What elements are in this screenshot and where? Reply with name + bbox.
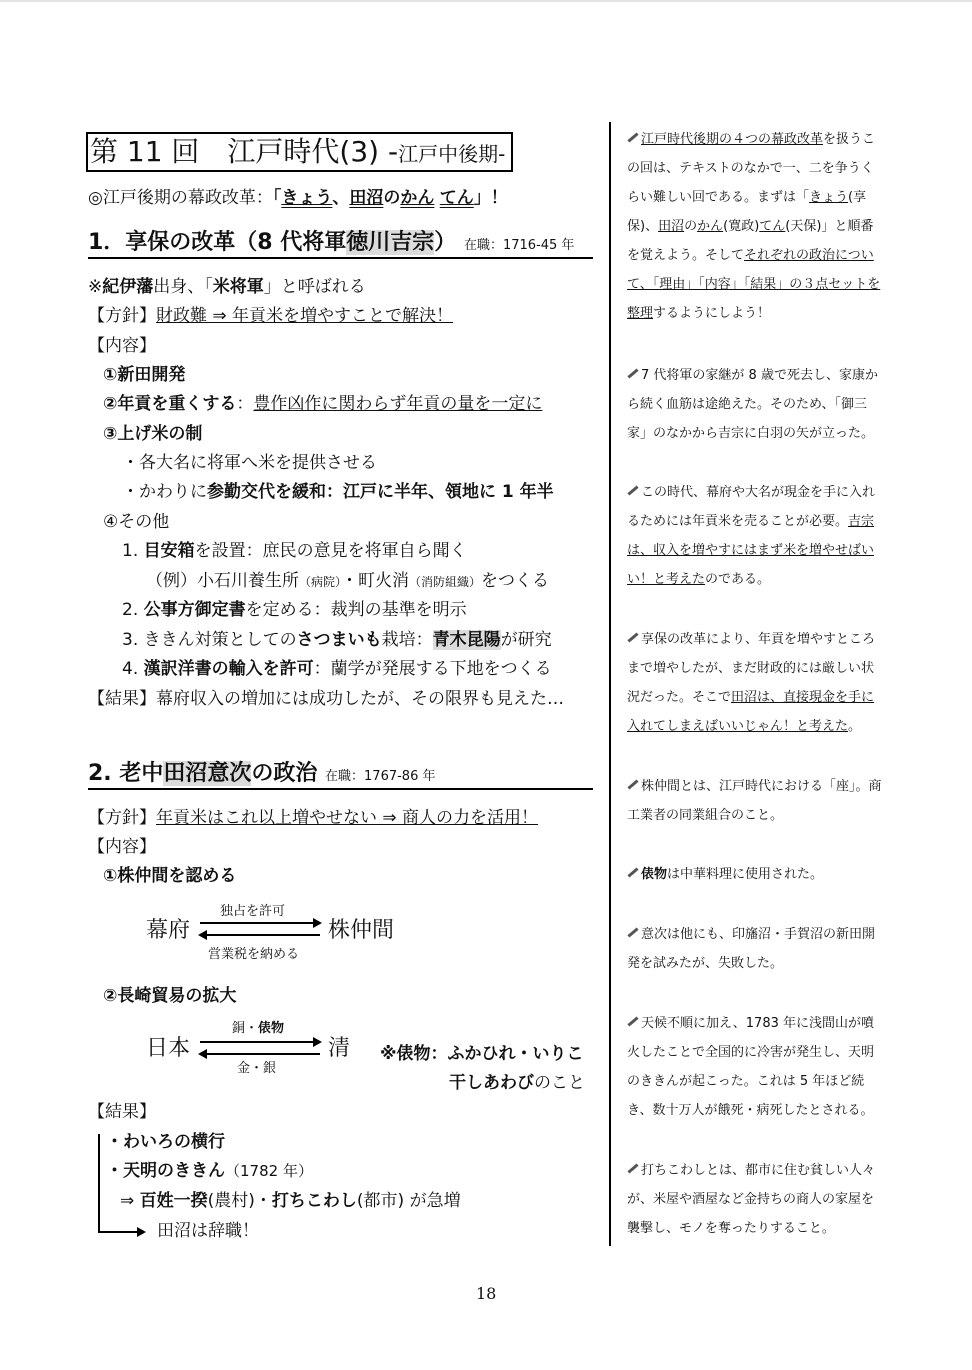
n6-0: 俵物	[641, 867, 668, 882]
section1-rule	[88, 257, 593, 259]
note-abalone: 干しあわび	[449, 1073, 534, 1093]
note-term: ※俵物	[380, 1044, 431, 1064]
n7-1: 発を試みたが、失敗した。	[627, 956, 784, 971]
n7-0: 意次は他にも、印旛沼・手賀沼の新田開	[641, 927, 876, 942]
s2-result3-arrow: ⇒	[120, 1191, 140, 1211]
s1-origin-text: 出身、「	[153, 277, 213, 297]
s2-item2: ②長崎貿易の拡大	[103, 986, 237, 1006]
s1-policy-line	[88, 305, 453, 327]
n3-3: は、収入を増やすにはまず米を増やせばい	[627, 543, 875, 558]
s1-other3-e: が研究	[500, 630, 552, 650]
note-end: のこと	[534, 1073, 585, 1093]
n3-5: のである。	[705, 572, 771, 587]
s1-other2-desc: を定める：裁判の基準を明示	[245, 600, 467, 620]
column-divider	[609, 122, 611, 1246]
s2-result3-c: (農村)・	[207, 1191, 272, 1211]
n1-12: (天保)」と順番	[785, 219, 874, 234]
intro-sep: 、	[332, 188, 350, 208]
result-bracket-vertical	[98, 1134, 100, 1232]
s1-item1: ①新田開発	[103, 365, 186, 385]
section1-heading-text: 1．享保の改革（8 代将軍	[88, 230, 347, 255]
n1-13: を覚えよう。そして	[627, 248, 745, 263]
s1-item3-sub2-a: ・かわりに	[122, 482, 207, 502]
n8-0: 天候不順に加え、1783 年に浅間山が噴	[641, 1016, 874, 1031]
n4-1: まで増やしたが、まだ財政的には厳しい状	[627, 661, 875, 676]
s1-other1-term: 目安箱	[143, 541, 195, 561]
s1-ex-d: （消防組織）	[409, 575, 482, 589]
side-note-3	[627, 478, 889, 594]
diagram1-arrow-right	[200, 922, 320, 924]
s1-ex-b: （病院）	[299, 575, 342, 589]
intro-tanuma: 田沼	[349, 188, 384, 208]
n3-0: この時代、幕府や大名が現金を手に入れ	[641, 485, 876, 500]
diagram2-bottom-label: 金・銀	[237, 1061, 277, 1076]
s1-other3-sweetpotato: さつまいも	[296, 630, 382, 650]
s1-item2-desc: 豊作凶作に関わらず年貢の量を一定に	[253, 394, 543, 414]
n4-2: 況だった。そこで	[627, 690, 732, 705]
s2-result2-title: ・天明のききん	[106, 1161, 225, 1181]
section2-heading-end: の政治	[251, 761, 318, 786]
n8-3: き、数十万人が餓死・病死したとされる。	[627, 1103, 874, 1118]
s1-item2-colon: ：	[236, 394, 254, 414]
s2-policy-text: 年貢米はこれ以上増やせない ⇒ 商人の力を活用！	[156, 808, 539, 828]
side-note-2	[627, 361, 889, 448]
s1-other3-aoki: 青木昆陽	[432, 630, 501, 650]
n4-5: 。	[848, 719, 862, 734]
s2-content-label: 【内容】	[88, 837, 156, 857]
diagram2-top-a: 銅・	[232, 1021, 259, 1036]
side-note-6	[627, 860, 889, 889]
side-note-9	[627, 1156, 889, 1243]
side-note-4	[627, 625, 889, 741]
side-note-8	[627, 1009, 889, 1125]
n4-3: 田沼は、直接現金を手に	[731, 690, 875, 705]
diagram2-left: 日本	[146, 1036, 191, 1061]
n8-2: のききんが起こった。これは 5 年ほど続	[627, 1074, 865, 1089]
s1-other2	[122, 599, 467, 621]
top-border	[0, 0, 972, 2]
pencil-icon	[627, 485, 638, 495]
s1-item2-title: ②年貢を重くする	[103, 394, 237, 414]
n5-1: 工業者の同業組合のこと。	[627, 808, 784, 823]
section1-heading-name: 徳川吉宗	[346, 230, 435, 255]
n1-5: (享	[848, 190, 867, 205]
n4-4: 入れてしまえばいいじゃん！と考えた	[627, 719, 849, 734]
n3-1: るためには年貢米を売ることが必要。	[627, 514, 849, 529]
page-title	[86, 132, 513, 172]
s1-other3-c: 栽培：	[381, 630, 433, 650]
s2-result3	[120, 1190, 461, 1212]
n1-6: 保)、	[627, 219, 659, 234]
tawaramono-note	[380, 1043, 584, 1065]
s2-result3-uchikowashi: 打ちこわし	[271, 1191, 357, 1211]
s1-policy-label: 【方針】	[88, 306, 156, 326]
pencil-icon	[627, 779, 638, 789]
pencil-icon	[627, 1163, 638, 1173]
diagram2-right: 清	[328, 1036, 351, 1061]
n1-3: らい難しい回である。まずは「	[627, 190, 810, 205]
diagram2-arrow-left	[200, 1053, 320, 1055]
intro-quote-close: 」！	[473, 188, 508, 208]
s1-other3	[122, 629, 552, 651]
title-main: 第 11 回 江戸時代(3) -	[90, 135, 399, 168]
n8-1: 火したことで全国的に冷害が発生し、天明	[627, 1045, 875, 1060]
n1-4: きょう	[809, 190, 849, 205]
s1-item3-sub1: ・各大名に将軍へ米を提供させる	[122, 453, 377, 473]
s1-other4-desc: ：蘭学が発展する下地をつくる	[313, 659, 552, 679]
n9-1: が、米屋や酒屋など金持ちの商人の家屋を	[627, 1192, 875, 1207]
section2-heading-name: 田沼意次	[163, 761, 252, 786]
tawaramono-note-2	[449, 1072, 585, 1094]
intro-ten: てん	[439, 188, 474, 208]
s1-other4-term: 漢訳洋書の輸入を許可	[143, 659, 314, 679]
n3-2: 吉宗	[848, 514, 875, 529]
n3-4: い！と考えた	[627, 572, 706, 587]
s1-item2	[103, 393, 542, 415]
side-note-5	[627, 772, 889, 830]
n2-0: 7 代将軍の家継が 8 歳で死去し、家康か	[641, 368, 878, 383]
s1-other1-desc: を設置：庶民の意見を将軍自ら聞く	[194, 541, 467, 561]
n6-1: は中華料理に使用された。	[667, 867, 824, 882]
diagram1-right: 株仲間	[328, 918, 395, 943]
intro-kan: かん	[400, 188, 435, 208]
section1-term: 在職：1716-45 年	[463, 238, 575, 253]
s1-policy-text: 財政難 ⇒ 年貢米を増やすことで解決！	[156, 306, 454, 326]
side-note-1	[627, 125, 889, 328]
s1-ex-c: ・町火消	[341, 571, 410, 591]
s1-other1-num: 1.	[122, 541, 144, 561]
s1-content-label: 【内容】	[88, 336, 156, 356]
n1-17: するようにしよう！	[653, 306, 771, 321]
s2-item1: ①株仲間を認める	[103, 866, 237, 886]
s2-result3-e: (都市) が急増	[356, 1191, 461, 1211]
n1-9: かん	[697, 219, 724, 234]
s2-policy-line	[88, 807, 538, 829]
note-items: ：ふかひれ・いりこ	[430, 1044, 584, 1064]
n4-0: 享保の改革により、年貢を増やすところ	[641, 632, 876, 647]
s1-other2-term: 公事方御定書	[143, 600, 246, 620]
s1-other2-num: 2.	[122, 600, 144, 620]
s2-result2	[106, 1160, 313, 1182]
s1-ex-e: をつくる	[481, 571, 550, 591]
s2-result1: ・わいろの横行	[106, 1132, 225, 1152]
diagram2-top-label	[232, 1018, 284, 1040]
section2-term: 在職：1767-86 年	[325, 769, 436, 784]
s1-origin-text-end: 」と呼ばれる	[263, 277, 366, 297]
diagram1-bottom-label: 営業税を納める	[208, 947, 300, 962]
n9-2: 襲撃し、モノを奪ったりすること。	[627, 1221, 835, 1236]
n1-14: それぞれの政治につい	[744, 248, 874, 263]
s1-other1	[122, 540, 467, 562]
section2-heading-text: 2. 老中	[88, 761, 164, 786]
diagram2-top-b: 俵物	[258, 1021, 285, 1036]
diagram1-top-label: 独占を許可	[220, 904, 286, 919]
s1-other1-example	[146, 570, 549, 593]
n1-1: を扱うこ	[823, 132, 876, 147]
s1-other3-a: 3. ききん対策としての	[122, 630, 297, 650]
n1-8: の	[684, 219, 698, 234]
intro-line	[88, 187, 508, 209]
diagram2-arrow-right	[200, 1041, 320, 1043]
n1-16: 整理	[627, 306, 654, 321]
s1-ex-a: （例）小石川養生所	[146, 571, 299, 591]
n1-11: てん	[759, 219, 786, 234]
section1-heading-close: ）	[434, 230, 457, 255]
s2-result3-ikki: 百姓一揆	[139, 1191, 208, 1211]
diagram1-left: 幕府	[146, 918, 191, 943]
s2-result-label: 【結果】	[88, 1102, 156, 1122]
result-bracket-arrow	[98, 1231, 140, 1233]
s1-item3-sub2-b: 参勤交代を緩和：江戸に半年、領地に 1 年半	[207, 482, 554, 502]
section2-rule	[88, 788, 593, 790]
pencil-icon	[627, 132, 638, 142]
s1-item4: ④その他	[103, 512, 170, 532]
s1-origin-kii: 紀伊藩	[102, 277, 154, 297]
intro-prefix: ◎江戸後期の幕政改革：	[88, 188, 273, 208]
n1-15: て、「理由」「内容」「結果」の３点セットを	[627, 277, 881, 292]
s1-origin-nickname: 米将軍	[212, 277, 264, 297]
intro-no: の	[383, 188, 401, 208]
intro-quote-open: 「	[272, 188, 282, 208]
intro-kyou: きょう	[281, 188, 333, 208]
s1-other4	[122, 658, 552, 680]
n1-10: (寛政)	[723, 219, 760, 234]
n2-2: 家」のなかから吉宗に白羽の矢が立った。	[627, 426, 875, 441]
diagram1-arrow-left	[200, 934, 320, 936]
n2-1: ら続く血筋は途絶えた。そのため、「御三	[627, 397, 867, 412]
s1-origin-mark: ※	[88, 277, 103, 297]
s1-other4-num: 4.	[122, 659, 144, 679]
n1-2: の回は、テキストのなかで一、二を争うく	[627, 161, 874, 176]
title-sub: 江戸中後期-	[398, 142, 506, 166]
s2-result2-year: （1782 年）	[225, 1162, 313, 1180]
s2-result4: 田沼は辞職！	[157, 1221, 259, 1241]
pencil-icon	[627, 368, 638, 378]
pencil-icon	[627, 927, 638, 937]
pencil-icon	[627, 1016, 638, 1026]
side-note-7	[627, 920, 889, 978]
pencil-icon	[627, 867, 638, 877]
page-number: 18	[476, 1284, 497, 1303]
s1-item3-sub2	[122, 481, 554, 503]
n1-7: 田沼	[658, 219, 685, 234]
n1-0: 江戸時代後期の４つの幕政改革	[641, 132, 824, 147]
pencil-icon	[627, 632, 638, 642]
s1-origin-line	[88, 276, 366, 298]
n9-0: 打ちこわしとは、都市に住む貧しい人々	[641, 1163, 876, 1178]
n5-0: 株仲間とは、江戸時代における「座」。商	[641, 779, 882, 794]
s1-result: 【結果】幕府収入の増加には成功したが、その限界も見えた…	[88, 689, 564, 709]
s2-policy-label: 【方針】	[88, 808, 156, 828]
s1-item3: ③上げ米の制	[103, 424, 203, 444]
